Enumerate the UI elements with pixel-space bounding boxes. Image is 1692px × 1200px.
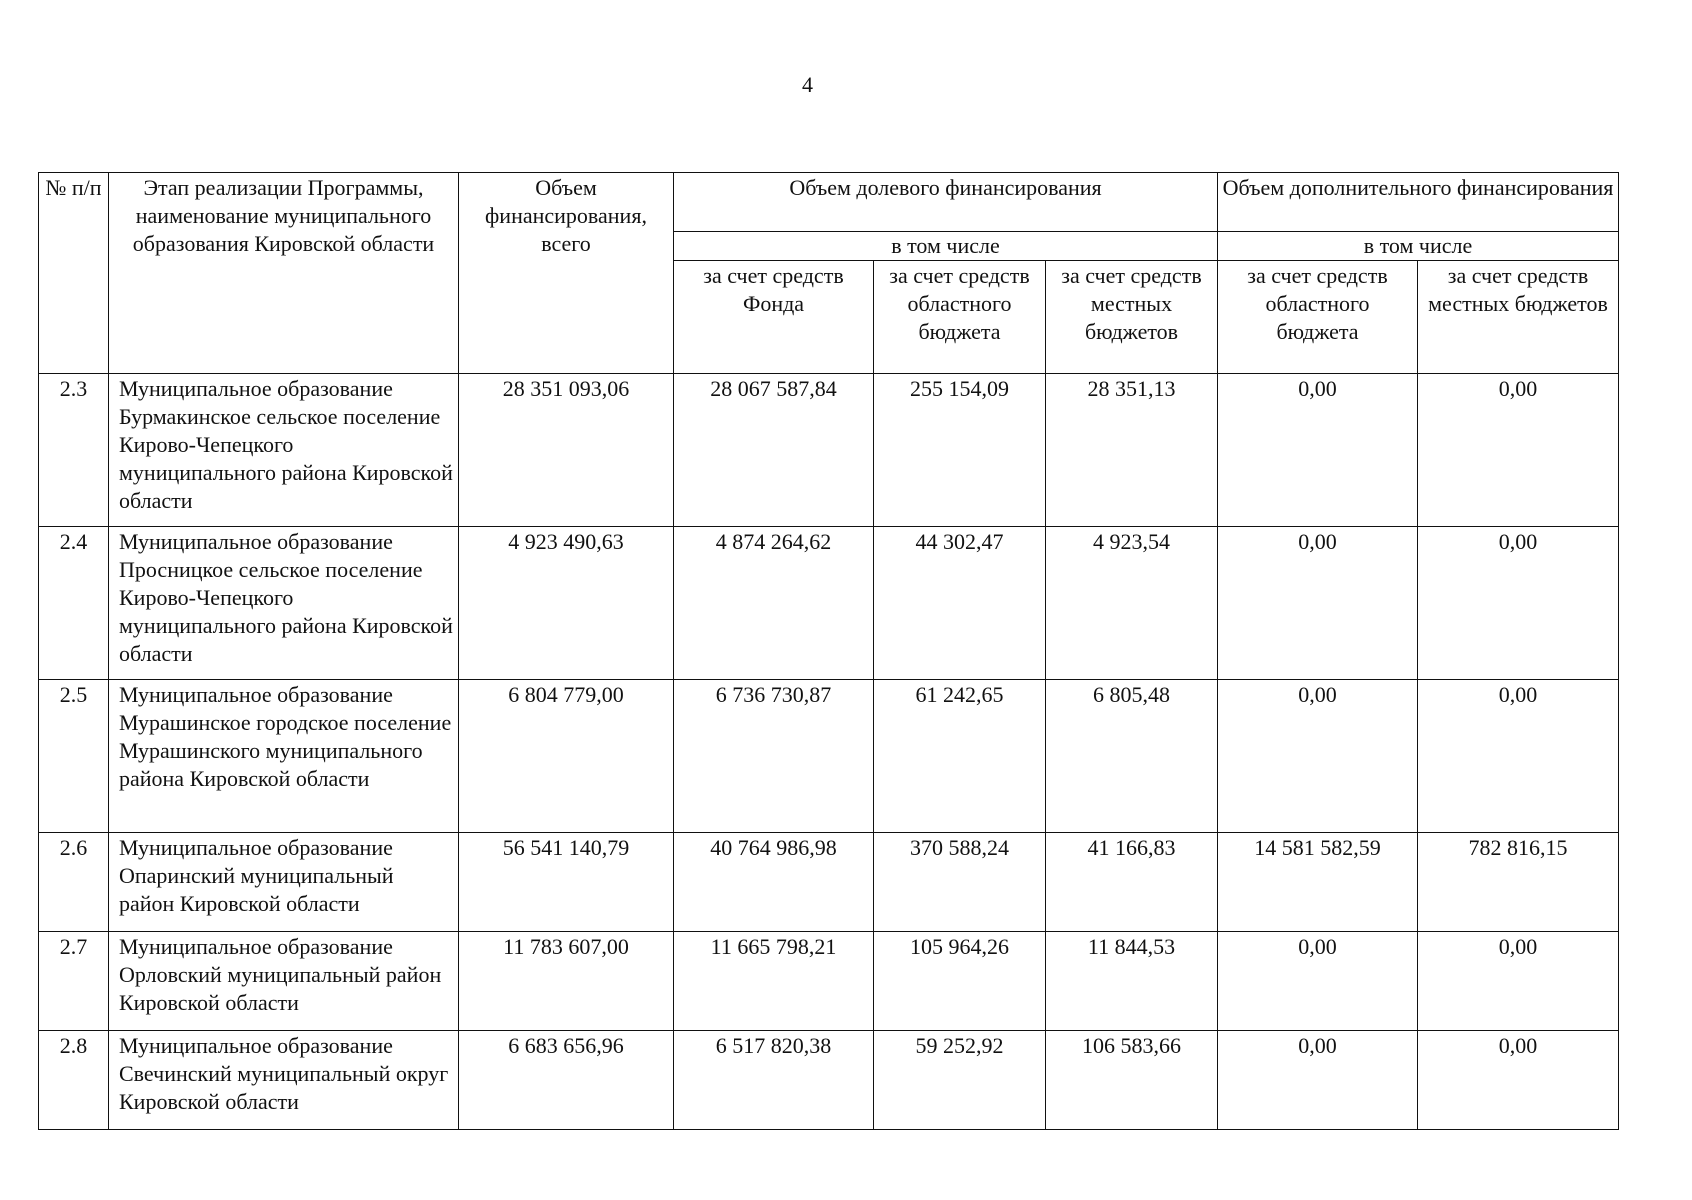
row-name: Муниципальное образование Бурмакинское сельское поселение Кирово-Чепецкого муниципального района Кировской области — [109, 374, 459, 527]
row-fund: 28 067 587,84 — [674, 374, 874, 527]
header-shared: Объем долевого финансирования — [674, 173, 1218, 232]
row-add-regional: 14 581 582,59 — [1218, 833, 1418, 932]
header-fund: за счет средств Фонда — [674, 261, 874, 374]
row-name: Муниципальное образование Опаринский муниципальный район Кировской области — [109, 833, 459, 932]
row-fund: 11 665 798,21 — [674, 932, 874, 1031]
row-name: Муниципальное образование Просницкое сельское поселение Кирово-Чепецкого муниципального района Кировской области — [109, 527, 459, 680]
header-add-local: за счет средств местных бюджетов — [1418, 261, 1619, 374]
row-fund: 4 874 264,62 — [674, 527, 874, 680]
row-total: 28 351 093,06 — [459, 374, 674, 527]
row-regional: 105 964,26 — [874, 932, 1046, 1031]
row-num: 2.4 — [39, 527, 109, 680]
header-additional-including: в том числе — [1218, 232, 1619, 261]
header-additional: Объем дополнительного финансирования — [1218, 173, 1619, 232]
row-name: Муниципальное образование Свечинский муниципальный округ Кировской области — [109, 1031, 459, 1130]
row-num: 2.5 — [39, 680, 109, 833]
header-local: за счет средств местных бюджетов — [1046, 261, 1218, 374]
row-add-local: 0,00 — [1418, 527, 1619, 680]
row-total: 6 683 656,96 — [459, 1031, 674, 1130]
table-row — [39, 374, 1619, 527]
row-fund: 6 736 730,87 — [674, 680, 874, 833]
row-regional: 61 242,65 — [874, 680, 1046, 833]
row-add-local: 0,00 — [1418, 680, 1619, 833]
row-local: 28 351,13 — [1046, 374, 1218, 527]
row-regional: 59 252,92 — [874, 1031, 1046, 1130]
row-add-local: 0,00 — [1418, 1031, 1619, 1130]
row-num: 2.8 — [39, 1031, 109, 1130]
row-local: 6 805,48 — [1046, 680, 1218, 833]
header-add-regional: за счет средств областного бюджета — [1218, 261, 1418, 374]
row-fund: 6 517 820,38 — [674, 1031, 874, 1130]
row-add-regional: 0,00 — [1218, 1031, 1418, 1130]
header-stage: Этап реализации Программы, наименование муниципального образования Кировской области — [109, 173, 459, 374]
row-add-regional: 0,00 — [1218, 932, 1418, 1031]
header-num: № п/п — [39, 173, 109, 374]
row-add-regional: 0,00 — [1218, 374, 1418, 527]
table-row — [39, 527, 1619, 680]
row-name: Муниципальное образование Мурашинское городское поселение Мурашинского муниципального района Кировской области — [109, 680, 459, 833]
header-shared-including: в том числе — [674, 232, 1218, 261]
row-total: 11 783 607,00 — [459, 932, 674, 1031]
row-local: 106 583,66 — [1046, 1031, 1218, 1130]
row-add-regional: 0,00 — [1218, 527, 1418, 680]
row-fund: 40 764 986,98 — [674, 833, 874, 932]
row-total: 56 541 140,79 — [459, 833, 674, 932]
table-row — [39, 833, 1619, 932]
row-num: 2.7 — [39, 932, 109, 1031]
financing-table — [38, 172, 1619, 1130]
row-name: Муниципальное образование Орловский муниципальный район Кировской области — [109, 932, 459, 1031]
row-num: 2.6 — [39, 833, 109, 932]
row-num: 2.3 — [39, 374, 109, 527]
row-regional: 44 302,47 — [874, 527, 1046, 680]
table-row — [39, 1031, 1619, 1130]
table-row — [39, 680, 1619, 833]
page-number: 4 — [802, 72, 813, 97]
header-total: Объем финансирования, всего — [459, 173, 674, 374]
row-regional: 255 154,09 — [874, 374, 1046, 527]
row-add-regional: 0,00 — [1218, 680, 1418, 833]
row-local: 11 844,53 — [1046, 932, 1218, 1031]
row-local: 4 923,54 — [1046, 527, 1218, 680]
row-add-local: 0,00 — [1418, 932, 1619, 1031]
row-total: 6 804 779,00 — [459, 680, 674, 833]
header-regional: за счет средств областного бюджета — [874, 261, 1046, 374]
row-add-local: 782 816,15 — [1418, 833, 1619, 932]
row-add-local: 0,00 — [1418, 374, 1619, 527]
row-total: 4 923 490,63 — [459, 527, 674, 680]
row-regional: 370 588,24 — [874, 833, 1046, 932]
row-local: 41 166,83 — [1046, 833, 1218, 932]
table-row — [39, 932, 1619, 1031]
